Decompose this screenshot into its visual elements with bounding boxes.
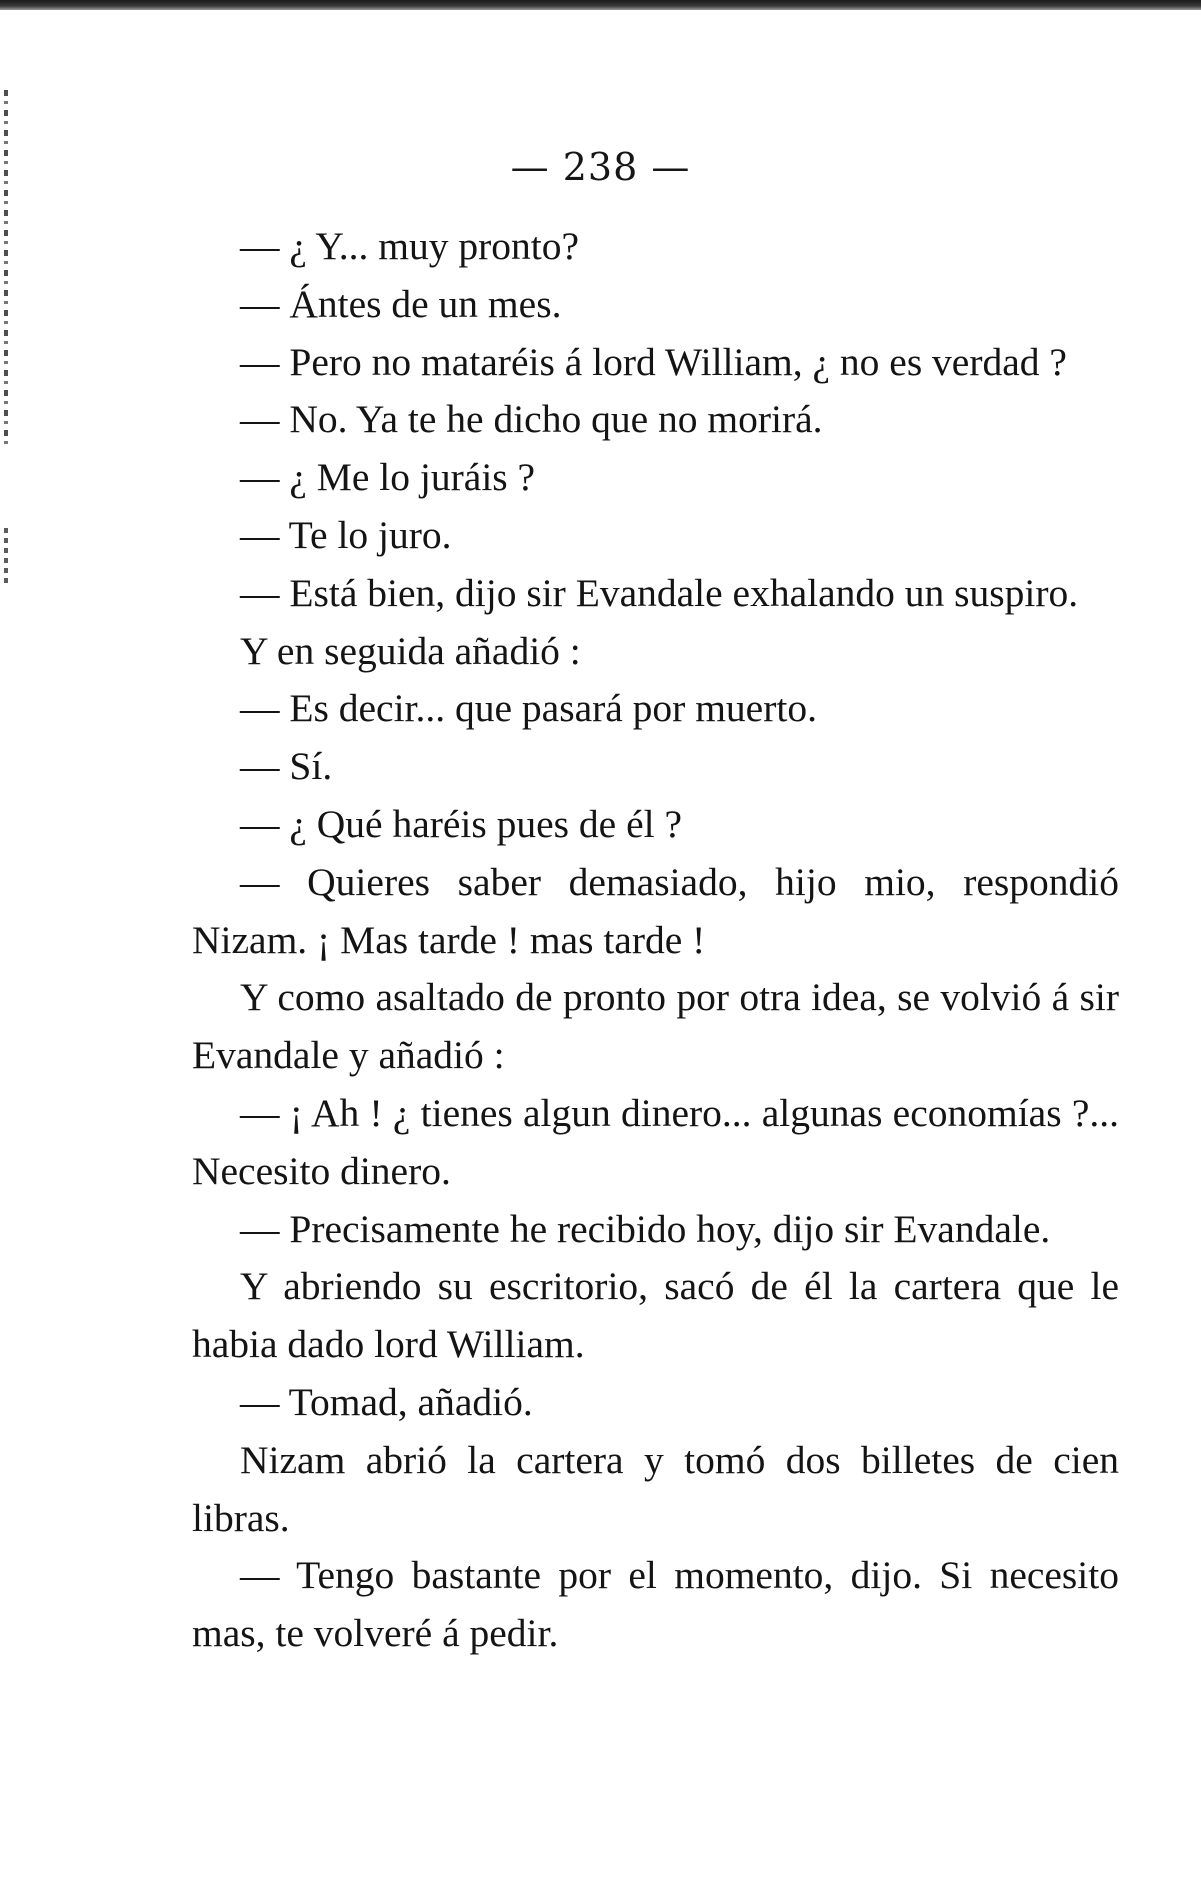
paragraph: Nizam abrió la cartera y tomó dos billetes de cien libras. <box>192 1437 1119 1540</box>
paragraph: — Quieres saber demasiado, hijo mio, respondió Nizam. ¡ Mas tarde ! mas tarde ! <box>192 859 1119 962</box>
paragraph: Y abriendo su escritorio, sacó de él la cartera que le habia dado lord William. <box>192 1264 1119 1367</box>
scanned-page-left-edge-lower <box>4 528 8 588</box>
paragraph: — Sí. <box>240 744 333 789</box>
body-text <box>192 218 1119 1663</box>
paragraph: — ¿ Y... muy pronto? <box>240 224 580 268</box>
paragraph: — No. Ya te he dicho que no morirá. <box>240 397 823 442</box>
paragraph: Y como asaltado de pronto por otra idea, se volvió á sir Evandale y añadió : <box>192 975 1119 1078</box>
paragraph: — Te lo juro. <box>240 512 452 557</box>
paragraph: — Tomad, añadió. <box>240 1379 533 1424</box>
paragraph: — Tengo bastante por el momento, dijo. Si necesito mas, te volveré á pedir. <box>192 1553 1119 1656</box>
paragraph: — Pero no mataréis á lord William, ¿ no es verdad ? <box>240 339 1067 384</box>
paragraph: — Es decir... que pasará por muerto. <box>240 686 817 731</box>
scanned-page-top-edge <box>0 0 1201 10</box>
paragraph: — ¿ Qué haréis pues de él ? <box>240 801 683 846</box>
paragraph: — ¿ Me lo juráis ? <box>240 455 536 500</box>
page-number: — 238 — <box>510 145 691 189</box>
paragraph: — Ántes de un mes. <box>240 281 562 326</box>
paragraph: — Precisamente he recibido hoy, dijo sir Evandale. <box>240 1206 1051 1251</box>
paragraph: Y en seguida añadió : <box>240 628 581 673</box>
paragraph: — Está bien, dijo sir Evandale exhalando un suspiro. <box>240 570 1079 615</box>
paragraph: — ¡ Ah ! ¿ tienes algun dinero... algunas economías ?... Necesito dinero. <box>192 1090 1119 1193</box>
scanned-page-left-edge <box>4 90 8 450</box>
